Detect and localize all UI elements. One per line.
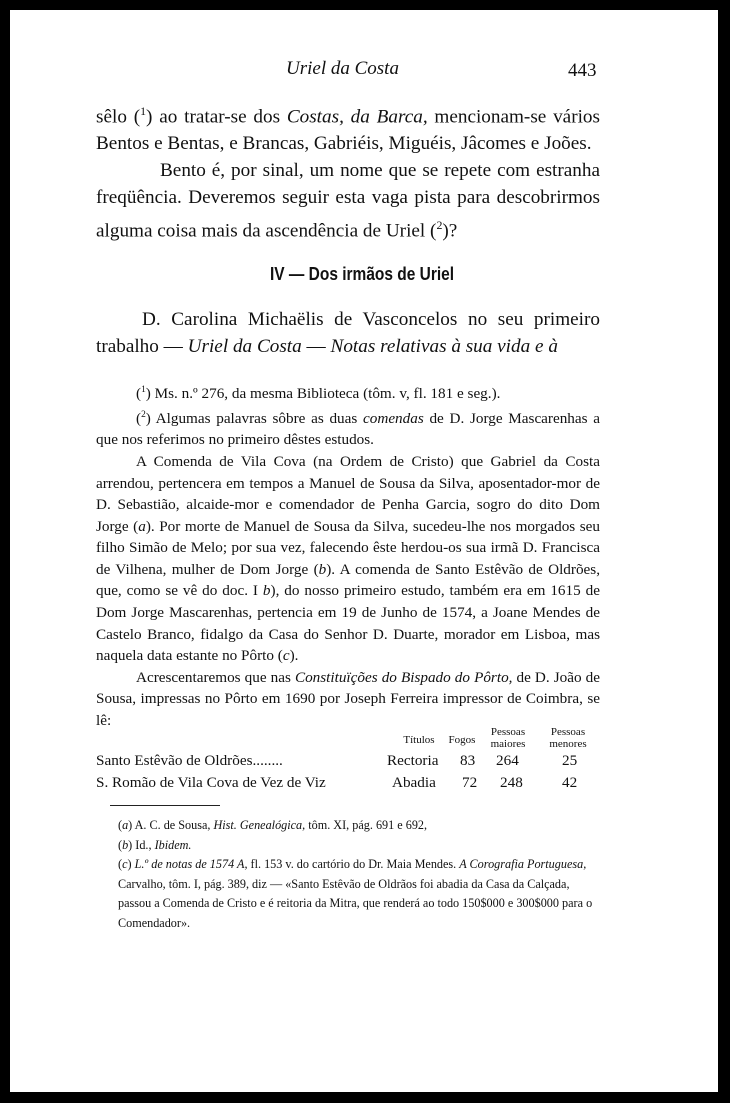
header-titulos: Títulos bbox=[403, 734, 435, 746]
text-run: ( bbox=[136, 409, 142, 427]
text-run: — bbox=[301, 336, 331, 357]
footnote-divider bbox=[110, 805, 220, 806]
italic-run: Uriel da Costa bbox=[187, 336, 302, 357]
header-maiores: Pessoas maiores bbox=[490, 726, 526, 750]
text-run: D. Carolina Michaëlis de Vasconcelos no seu primeiro trabalho — bbox=[96, 309, 600, 357]
text-run: ) ao tratar-se dos bbox=[146, 106, 287, 128]
note-ref: 1 bbox=[141, 385, 146, 395]
italic-run: a bbox=[138, 517, 146, 535]
note-ref: 2 bbox=[436, 217, 443, 232]
note-1 bbox=[96, 380, 600, 405]
row-maiores: 248 bbox=[500, 774, 523, 791]
note-ref: 2 bbox=[141, 409, 146, 420]
text-run: ) A. C. de Sousa, bbox=[128, 818, 214, 832]
text-run: A Comenda de Vila Cova (na Ordem de Cristo) que Gabriel da Costa arrendou, pertencera em tempos a Manuel de Sousa da Silva, aposentador-mor de D. Sebastião, alcaide-mor e comendador de Penha Garcia, sogro do dito Dom Jorge ( bbox=[96, 452, 600, 535]
paragraph-1 bbox=[96, 98, 600, 158]
text-run: de D. Jorge Mascarenhas a que nos referimos no primeiro dêstes estudos. bbox=[96, 409, 600, 449]
text-run: ). A comenda de Santo Estêvão de Oldrões, que, como se vê do doc. I bbox=[96, 560, 600, 600]
italic-run: comendas bbox=[363, 409, 424, 427]
text-run: mencionam-se vários Bentos e Bentas, e Brancas, Gabriéis, Miguéis, Jâcomes e Joões. bbox=[96, 106, 600, 155]
text-run: ( bbox=[118, 857, 123, 872]
text-run: sêlo ( bbox=[96, 106, 141, 128]
paragraph-2 bbox=[96, 158, 600, 245]
italic-run: b bbox=[318, 560, 327, 578]
text-run: fl. 153 v. do cartório do Dr. Maia Mendes. bbox=[247, 857, 460, 872]
text-run: tôm. XI, pág. 691 e 692, bbox=[305, 818, 428, 832]
italic-run: Constituïções do Bispado do Pôrto, bbox=[294, 668, 513, 686]
text-run: ) bbox=[127, 857, 135, 872]
text-run: ( bbox=[136, 385, 142, 403]
section-text bbox=[96, 306, 600, 360]
intro-text bbox=[96, 98, 600, 245]
text-run: ), do nosso primeiro estudo, também era em 1615 de Dom Jorge Mascarenhas, pertencia em 19 de Junho de 1574, a Joane Mendes de Castelo Branco, fidalgo da Casa do Senhor D. Duarte, morador em Lisboa, mas naquela data estante no Pôrto ( bbox=[96, 582, 600, 665]
text-run: ). bbox=[289, 647, 299, 665]
table-header bbox=[96, 722, 600, 752]
book-page bbox=[10, 10, 718, 1092]
italic-run: Ibidem. bbox=[154, 837, 192, 852]
row-fogos: 72 bbox=[462, 774, 478, 791]
notes-block bbox=[96, 380, 600, 732]
row-name: Santo Estêvão de Oldrões........ bbox=[96, 752, 283, 769]
running-title: Uriel da Costa bbox=[286, 58, 399, 79]
row-maiores: 264 bbox=[496, 752, 519, 769]
note-2 bbox=[96, 405, 600, 451]
text-run: de D. João de Sousa, impressas no Pôrto em 1690 por Joseph Ferreira impressor de Coimbra, se lê: bbox=[96, 668, 601, 730]
text-run: Acrescentaremos que nas bbox=[136, 668, 295, 686]
italic-run: A Corografia Portuguesa, bbox=[459, 857, 587, 872]
row-name: S. Romão de Vila Cova de Vez de Viz bbox=[96, 774, 326, 791]
row-menores: 25 bbox=[562, 752, 578, 769]
footnote-b bbox=[118, 836, 600, 856]
table-row bbox=[96, 752, 600, 774]
row-titulo: Abadia bbox=[392, 774, 436, 791]
italic-run: Costas, da Barca, bbox=[286, 106, 428, 128]
header-menores: Pessoas menores bbox=[549, 726, 587, 750]
italic-run: b bbox=[262, 582, 271, 600]
row-titulo: Rectoria bbox=[387, 752, 439, 769]
text-run: ( bbox=[118, 837, 123, 852]
italic-run: c bbox=[122, 857, 128, 872]
footnotes bbox=[118, 816, 600, 934]
section-heading: IV — Dos irmãos de Uriel bbox=[269, 264, 455, 284]
note-comenda bbox=[96, 451, 600, 667]
italic-run: a bbox=[122, 818, 129, 832]
italic-run: Hist. Genealógica, bbox=[213, 818, 306, 832]
note-ref: 1 bbox=[140, 104, 147, 118]
page-number: 443 bbox=[568, 60, 597, 81]
row-fogos: 83 bbox=[460, 752, 476, 769]
running-header bbox=[10, 58, 718, 88]
text-run: ( bbox=[118, 818, 123, 832]
table-row bbox=[96, 774, 600, 796]
row-menores: 42 bbox=[562, 774, 578, 791]
footnote-c bbox=[118, 855, 600, 933]
italic-run: b bbox=[122, 837, 129, 852]
text-run: Bento é, por sinal, um nome que se repete com estranha freqüência. Deveremos seguir esta vaga pista para descobrirmos alguma coisa mais da ascendência de Uriel ( bbox=[96, 159, 600, 241]
italic-run: L.º de notas de 1574 A, bbox=[134, 857, 248, 872]
text-run: ) Ms. n.º 276, da mesma Biblioteca (tôm. v, fl. 181 e seg.). bbox=[145, 385, 501, 403]
parish-table bbox=[96, 722, 600, 796]
header-fogos: Fogos bbox=[448, 734, 476, 746]
section-paragraph bbox=[96, 306, 600, 360]
italic-run: Notas relativas à sua vida e à bbox=[330, 336, 558, 357]
text-run: Carvalho, tôm. I, pág. 389, diz — «Santo Estêvão de Oldrãos foi abadia da Casa da Calçada, passou a Comenda de Cristo e é reitoria da Mitra, que renderá ao todo 150$000 e 300$000 para o Comendador». bbox=[118, 876, 593, 930]
text-run: ) Id., bbox=[128, 837, 155, 852]
text-run: )? bbox=[442, 219, 458, 241]
italic-run: c bbox=[282, 647, 290, 665]
footnote-a bbox=[118, 816, 600, 836]
text-run: ) Algumas palavras sôbre as duas bbox=[145, 409, 364, 427]
text-run: ). Por morte de Manuel de Sousa da Silva, sucedeu-lhe nos morgados seu filho Simão de Melo; por sua vez, falecendo êste herdou-os sua irmã D. Francisca de Vilhena, mulher de Dom Jorge ( bbox=[96, 517, 600, 578]
